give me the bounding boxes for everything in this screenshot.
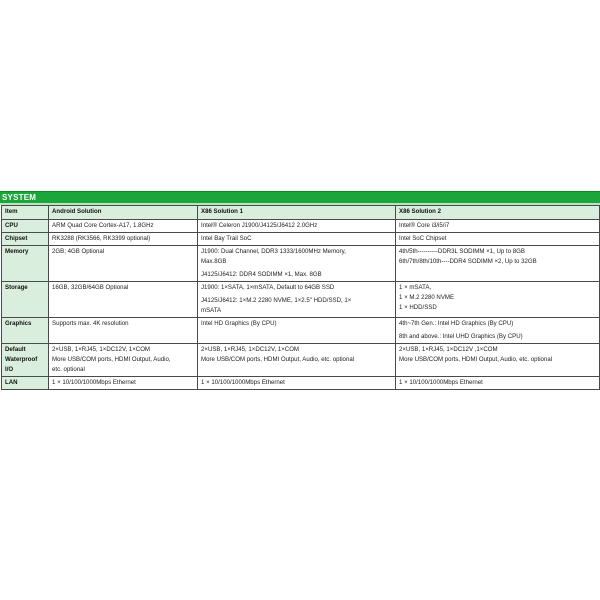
cell-x86-solution-2 — [396, 246, 600, 282]
cell-x86-solution-2 — [396, 282, 600, 318]
cell-text: etc. optional — [52, 366, 85, 373]
cell-text: RK3288 (RK3566, RK3399 optional) — [52, 235, 151, 242]
cell-text: More USB/COM ports, HDMI Output, Audio, etc. optional — [201, 356, 355, 363]
cell-text: 4th/5th----------DDR3L SODIMM ×1, Up to 8GB — [399, 248, 525, 255]
cell-android-solution — [49, 246, 198, 282]
table-row — [2, 246, 600, 282]
cell-text: More USB/COM ports, HDMI Output, Audio, etc. optional — [399, 356, 553, 363]
cell-text: 2×USB, 1×RJ45, 1×DC12V ,1×COM — [399, 346, 498, 353]
cell-text: Intel® Core i3/i5/i7 — [399, 222, 450, 229]
cell-text: 6th/7th/8th/10th----DDR4 SODIMM ×2, Up to 32GB — [399, 258, 537, 265]
cell-text: 1 × HDD/SSD — [399, 304, 437, 311]
cell-android-solution — [49, 233, 198, 246]
row-label — [2, 220, 49, 233]
cell-x86-solution-2 — [396, 344, 600, 377]
row-label — [2, 233, 49, 246]
cell-text: 2×USB, 1×RJ45, 1×DC12V, 1×COM — [201, 346, 300, 353]
cell-text: Waterproof — [5, 356, 38, 363]
row-label — [2, 282, 49, 318]
header-row — [2, 206, 600, 220]
table-row — [2, 233, 600, 246]
table-row — [2, 377, 600, 390]
cell-text: Intel HD Graphics (By CPU) — [201, 320, 277, 327]
cell-android-solution — [49, 377, 198, 390]
cell-text: Graphics — [5, 320, 32, 327]
cell-android-solution — [49, 344, 198, 377]
cell-android-solution — [49, 318, 198, 344]
cell-x86-solution-1 — [198, 220, 396, 233]
cell-android-solution — [49, 220, 198, 233]
cell-text: CPU — [5, 222, 18, 229]
cell-text: Intel SoC Chipset — [399, 235, 447, 242]
cell-text: J1900: 1×SATA, 1×mSATA, Default to 64GB SSD — [201, 284, 335, 291]
cell-text: ARM Quad Core Cortex-A17, 1.8GHz — [52, 222, 154, 229]
header-x86-solution-1: X86 Solution 1 — [198, 206, 396, 220]
spec-table-body — [2, 220, 600, 390]
cell-text: 1 × 10/100/1000Mbps Ethernet — [201, 379, 285, 386]
table-row — [2, 344, 600, 377]
row-label — [2, 246, 49, 282]
row-label — [2, 377, 49, 390]
spec-table — [1, 205, 600, 390]
cell-text: I/O — [5, 366, 14, 373]
cell-x86-solution-2 — [396, 220, 600, 233]
cell-text: 2×USB, 1×RJ45, 1×DC12V, 1×COM — [52, 346, 151, 353]
section-title: SYSTEM — [0, 191, 600, 203]
cell-text: Intel® Celeron J1900/J4125/J6412 2.0GHz — [201, 222, 318, 229]
cell-android-solution — [49, 282, 198, 318]
row-label — [2, 344, 49, 377]
header-android-solution: Android Solution — [49, 206, 198, 220]
header-x86-solution-2: X86 Solution 2 — [396, 206, 600, 220]
cell-text: Storage — [5, 284, 28, 291]
cell-text: 1 × M.2 2280 NVME — [399, 294, 455, 301]
cell-text: mSATA — [201, 307, 222, 314]
cell-text: 4th~7th Gen.: Intel HD Graphics (By CPU) — [399, 320, 514, 327]
cell-x86-solution-1 — [198, 233, 396, 246]
cell-text: J4125/J6412: 1×M.2 2280 NVME, 1×2.5" HDD/SSD, 1× — [201, 297, 352, 304]
cell-text: J4125/J6412: DDR4 SODIMM ×1, Max. 8GB — [201, 271, 322, 278]
cell-text: Supports max. 4K resolution — [52, 320, 129, 327]
cell-x86-solution-1 — [198, 377, 396, 390]
cell-x86-solution-1 — [198, 344, 396, 377]
cell-x86-solution-2 — [396, 377, 600, 390]
cell-x86-solution-1 — [198, 282, 396, 318]
cell-x86-solution-1 — [198, 246, 396, 282]
table-row — [2, 220, 600, 233]
cell-text: LAN — [5, 379, 18, 386]
cell-text: 1 × mSATA, — [399, 284, 432, 291]
cell-text: Default — [5, 346, 26, 353]
cell-text: More USB/COM ports, HDMI Output, Audio, — [52, 356, 171, 363]
cell-x86-solution-2 — [396, 318, 600, 344]
cell-text: 8th and above.: Intel UHD Graphics (By CPU) — [399, 333, 523, 340]
cell-text: 2GB; 4GB Optional — [52, 248, 105, 255]
spec-sheet — [0, 191, 600, 390]
cell-text: 1 × 10/100/1000Mbps Ethernet — [52, 379, 136, 386]
row-label — [2, 318, 49, 344]
table-row — [2, 318, 600, 344]
header-item: Item — [2, 206, 49, 220]
cell-text: 1 × 10/100/1000Mbps Ethernet — [399, 379, 483, 386]
cell-text: J1900: Dual Channel, DDR3 1333/1600MHz Memory, — [201, 248, 346, 255]
cell-text: Max.8GB — [201, 258, 227, 265]
cell-x86-solution-1 — [198, 318, 396, 344]
cell-x86-solution-2 — [396, 233, 600, 246]
cell-text: Intel Bay Trail SoC — [201, 235, 252, 242]
table-row — [2, 282, 600, 318]
cell-text: 16GB, 32GB/64GB Optional — [52, 284, 129, 291]
cell-text: Chipset — [5, 235, 28, 242]
cell-text: Memory — [5, 248, 29, 255]
